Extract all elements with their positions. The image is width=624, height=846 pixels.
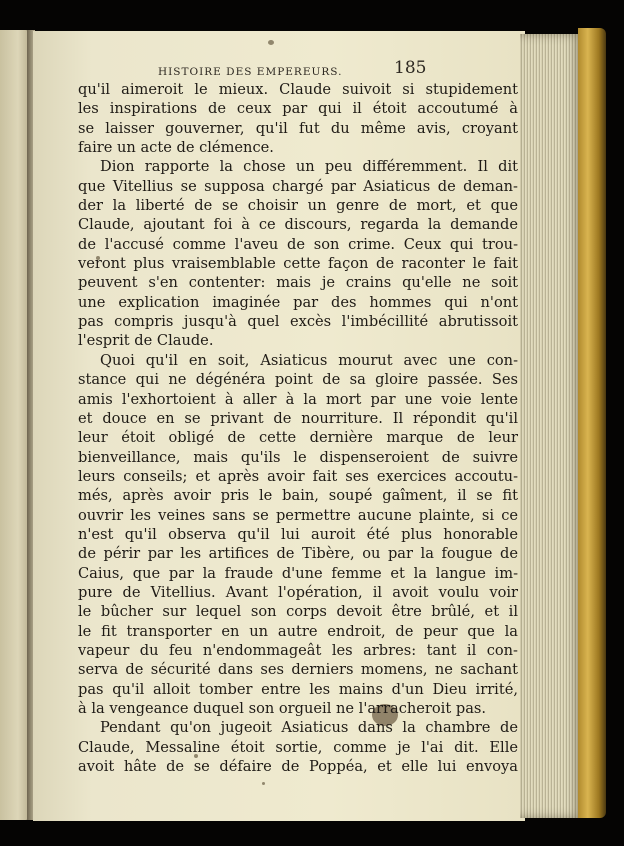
text-line: de l'accusé comme l'aveu de son crime. Ceux qui trou- — [78, 235, 518, 253]
text-line: pas qu'il alloit tomber entre les mains d'un Dieu irrité, — [78, 680, 518, 698]
text-line: faire un acte de clémence. — [78, 139, 274, 157]
text-line: amis l'exhortoient à aller à la mort par une voie lente — [78, 390, 518, 408]
text-line: Quoi qu'il en soit, Asiaticus mourut avec une con- — [100, 351, 518, 369]
text-line: une explication imaginée par des hommes qui n'ont — [78, 293, 518, 311]
text-line: vapeur du feu n'endommageât les arbres: tant il con- — [78, 641, 518, 659]
foxing-spot — [262, 782, 265, 785]
text-line: Caius, que par la fraude d'une femme et la langue im- — [78, 564, 518, 582]
book-binding — [578, 28, 606, 818]
text-line: leur étoit obligé de cette dernière marque de leur — [78, 429, 518, 447]
text-line: peuvent s'en contenter: mais je crains qu'elle ne soit — [78, 274, 518, 292]
text-line: les inspirations de ceux par qui il étoit accoutumé à — [78, 100, 518, 118]
text-line: et douce en se privant de nourriture. Il répondit qu'il — [78, 409, 518, 427]
text-line: de périr par les artifices de Tibère, ou par la fougue de — [78, 545, 518, 563]
text-line: més, après avoir pris le bain, soupé gaîment, il se fit — [78, 487, 518, 505]
text-line: ouvrir les veines sans se permettre aucune plainte, si ce — [78, 506, 518, 524]
text-line: stance qui ne dégénéra point de sa gloire passée. Ses — [78, 371, 518, 389]
text-line: bienveillance, mais qu'ils le dispenseroient de suivre — [78, 448, 518, 466]
body-text — [78, 80, 518, 776]
text-line: Claude, ajoutant foi à ce discours, regarda la demande — [78, 216, 518, 234]
page-stack-edges — [520, 34, 582, 818]
text-line: qu'il aimeroit le mieux. Claude suivoit si stupidement — [78, 81, 518, 98]
page-number: 185 — [394, 58, 427, 78]
text-line: Dion rapporte la chose un peu différemment. Il dit — [100, 158, 518, 176]
text-line: Claude, Messaline étoit sortie, comme je l'ai dit. Elle — [78, 738, 518, 756]
facing-page-edge — [0, 30, 30, 820]
text-line: der la liberté de se choisir un genre de mort, et que — [78, 197, 518, 215]
text-line: l'esprit de Claude. — [78, 332, 214, 350]
text-line: à la vengeance duquel son orgueil ne l'arracheroit pas. — [78, 700, 487, 717]
page-header — [78, 58, 518, 82]
text-line: Pendant qu'on jugeoit Asiaticus dans la chambre de — [100, 719, 518, 737]
text-line: n'est qu'il observa qu'il lui auroit été plus honorable — [78, 525, 518, 543]
text-line: pure de Vitellius. Avant l'opération, il avoit voulu voir — [78, 583, 518, 601]
text-line: pas compris jusqu'à quel excès l'imbécillité abrutissoit — [78, 313, 518, 331]
text-line: se laisser gouverner, qu'il fut du même avis, croyant — [78, 119, 518, 137]
text-line: leurs conseils; et après avoir fait ses exercices accoutu- — [78, 467, 518, 485]
text-line: le bûcher sur lequel son corps devoit être brûlé, et il — [78, 603, 518, 621]
foxing-spot — [268, 40, 274, 45]
running-head: HISTOIRE DES EMPEREURS. — [158, 66, 343, 78]
text-line: serva de sécurité dans ses derniers momens, ne sachant — [78, 661, 518, 679]
text-line: veront plus vraisemblable cette façon de raconter le fait — [78, 255, 518, 273]
text-line: que Vitellius se supposa chargé par Asiaticus de deman- — [78, 177, 518, 195]
text-line: le fit transporter en un autre endroit, de peur que la — [78, 622, 518, 640]
text-line: avoit hâte de se défaire de Poppéa, et elle lui envoya — [78, 758, 518, 776]
